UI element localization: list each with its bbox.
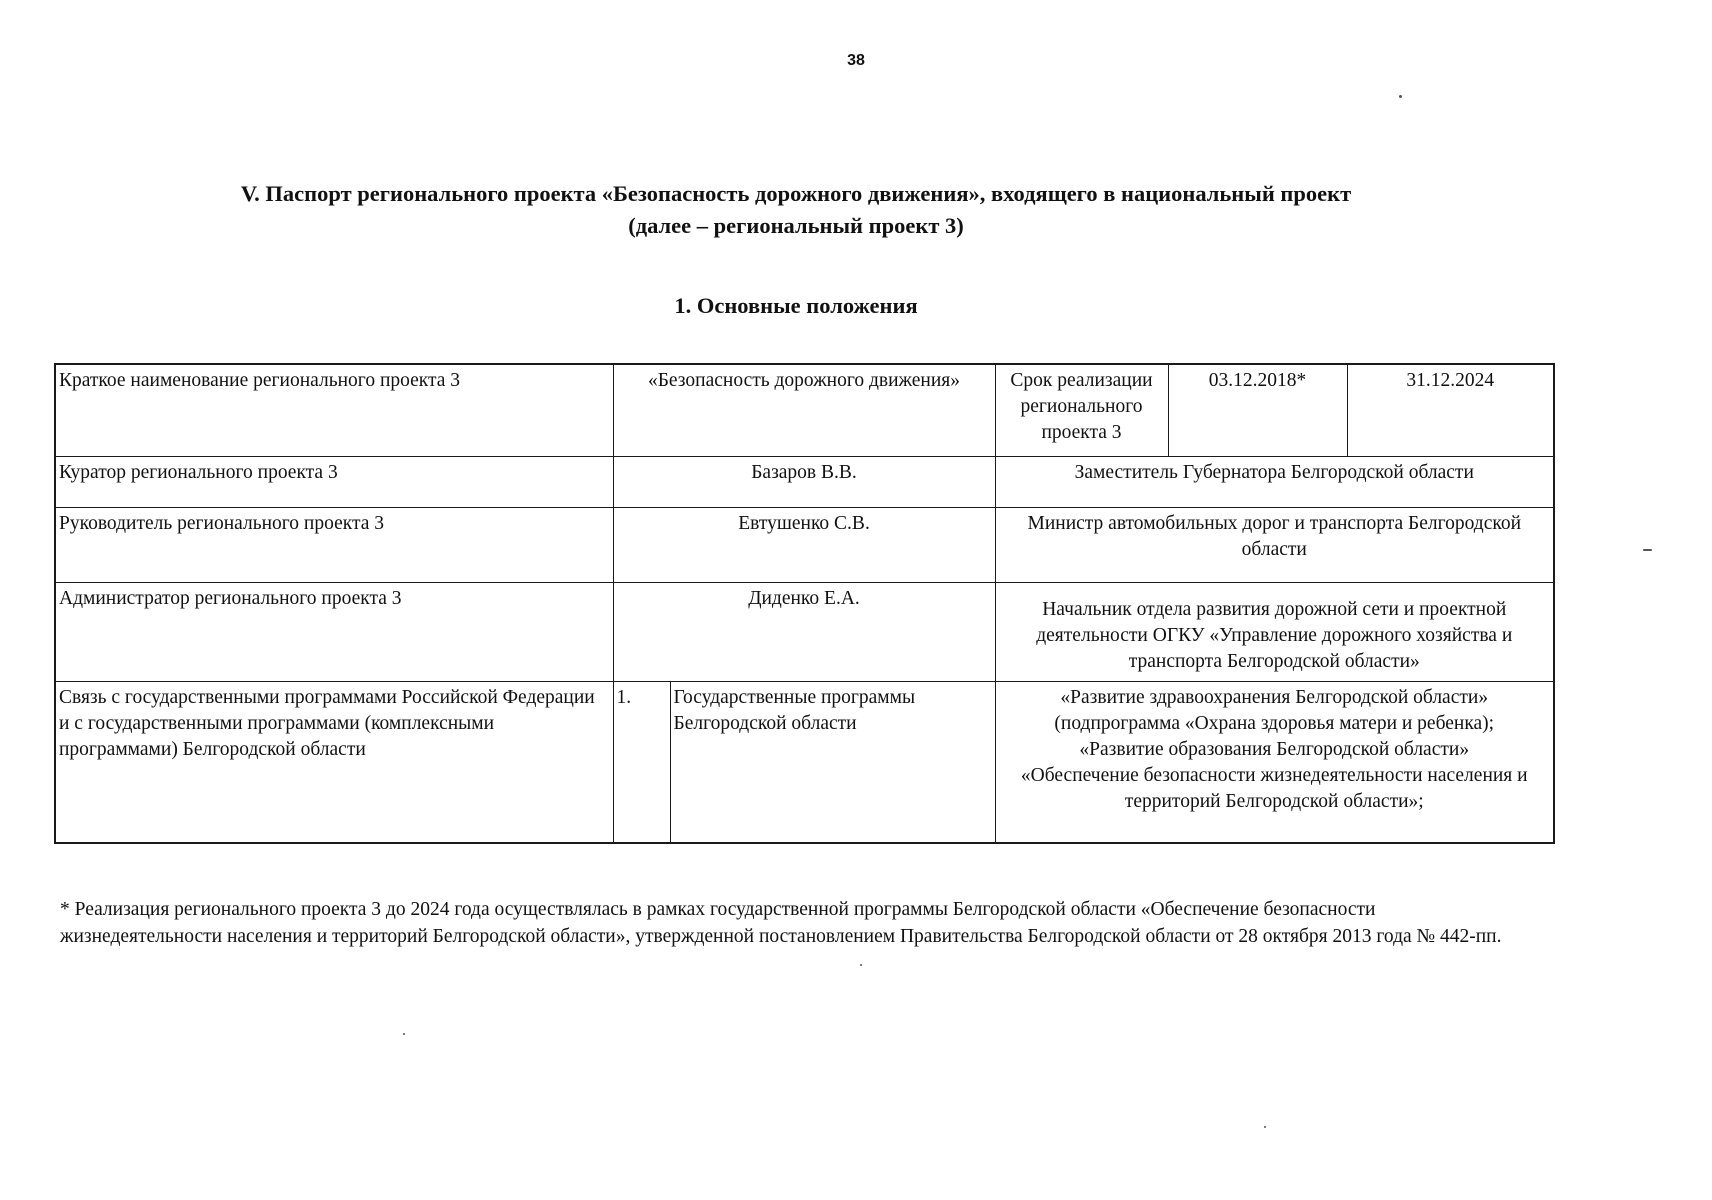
head-label: Руководитель регионального проекта 3: [55, 507, 613, 582]
table-row-head: [55, 507, 1554, 582]
table-row-programs: [55, 681, 1554, 843]
scan-speck: [1264, 1126, 1266, 1128]
section-title: 1. Основные положения: [674, 293, 918, 318]
page-number: 38: [847, 52, 865, 69]
project-passport-table: [54, 363, 1555, 844]
scan-speck: [403, 1033, 405, 1035]
curator-name: Базаров В.В.: [613, 456, 995, 507]
program-item: (подпрограмма «Охрана здоровья матери и ребенка);: [1054, 712, 1495, 734]
program-item: «Развитие образования Белгородской области»: [1079, 738, 1470, 760]
start-date: 03.12.2018*: [1168, 364, 1347, 456]
term-label: Срок реализации регионального проекта 3: [995, 364, 1168, 456]
end-date: 31.12.2024: [1347, 364, 1554, 456]
administrator-name: Диденко Е.А.: [613, 582, 995, 681]
table-row-short-name: [55, 364, 1554, 456]
program-item: «Обеспечение безопасности жизнедеятельности населения и территорий Белгородской области»;: [1020, 764, 1528, 812]
head-position: Министр автомобильных дорог и транспорта Белгородской области: [995, 507, 1554, 582]
document-subtitle: (далее – региональный проект 3): [628, 213, 964, 238]
scan-speck: [860, 964, 862, 966]
curator-label: Куратор регионального проекта 3: [55, 456, 613, 507]
curator-position: Заместитель Губернатора Белгородской области: [995, 456, 1554, 507]
table-row-curator: [55, 456, 1554, 507]
scan-speck: [1643, 549, 1652, 551]
programs-number: 1.: [613, 681, 670, 843]
programs-label: Связь с государственными программами Российской Федерации и с государственными программами (комплексными программами) Белгородской области: [55, 681, 613, 843]
administrator-position: Начальник отдела развития дорожной сети и проектной деятельности ОГКУ «Управление дорожного хозяйства и транспорта Белгородской области»: [995, 582, 1554, 681]
document-title: V. Паспорт регионального проекта «Безопасность дорожного движения», входящего в национальный проект: [240, 181, 1352, 206]
short-name-value: «Безопасность дорожного движения»: [613, 364, 995, 456]
administrator-label: Администратор регионального проекта 3: [55, 582, 613, 681]
table-row-administrator: [55, 582, 1554, 681]
short-name-label: Краткое наименование регионального проекта 3: [55, 364, 613, 456]
scan-speck: [1399, 95, 1402, 98]
programs-type: Государственные программы Белгородской области: [670, 681, 995, 843]
programs-list: [995, 681, 1554, 843]
head-name: Евтушенко С.В.: [613, 507, 995, 582]
program-item: «Развитие здравоохранения Белгородской области»: [1060, 686, 1489, 708]
footnote: * Реализация регионального проекта 3 до 2024 года осуществлялась в рамках государственной программы Белгородской области «Обеспечение безопасности жизнедеятельности населения и территорий Белгородской области», утвержденной постановлением Правительства Белгородской области от 28 октября 2013 года № 442-пп.: [60, 899, 1502, 947]
